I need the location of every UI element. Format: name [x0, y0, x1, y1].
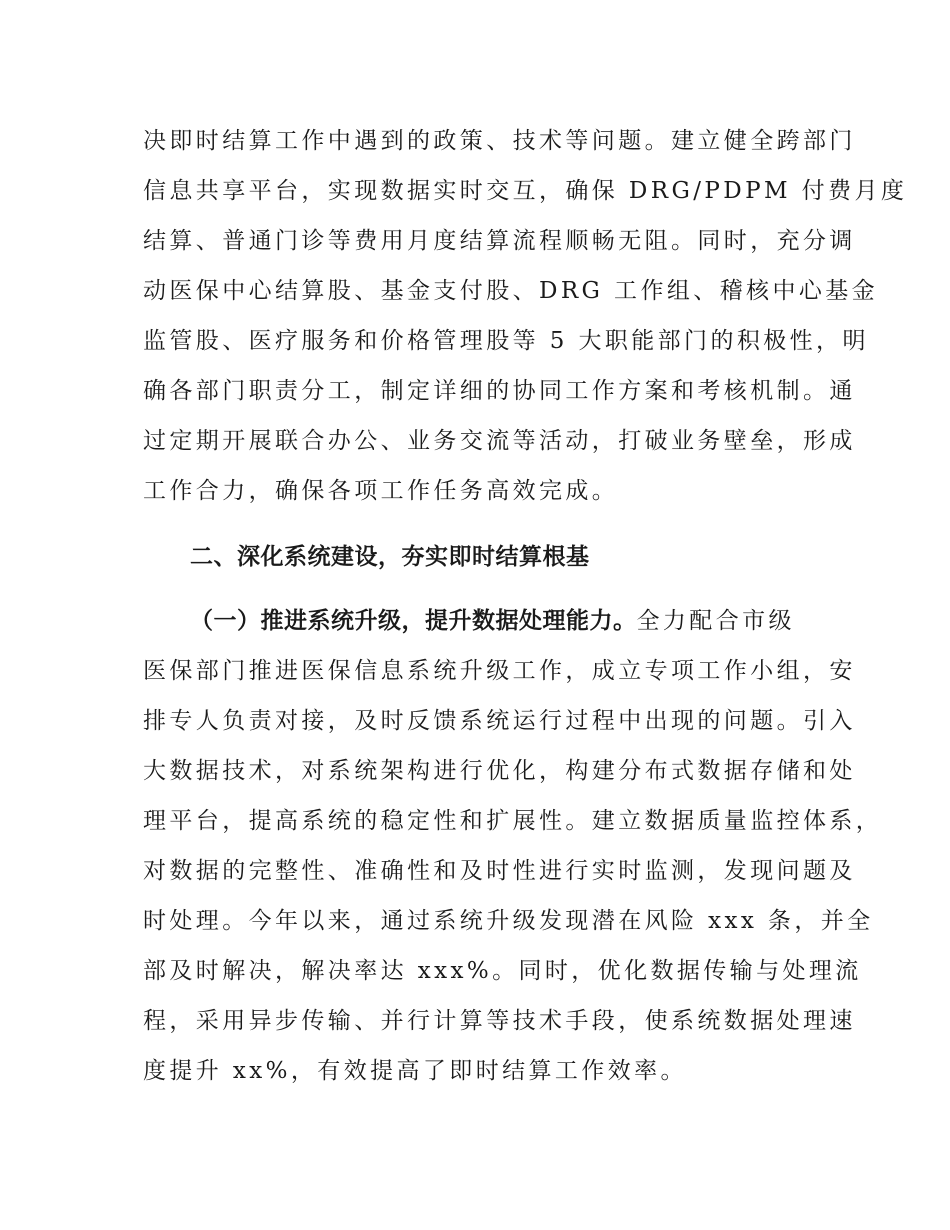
- section-heading: 二、深化系统建设，夯实即时结算根基: [190, 544, 590, 570]
- paragraph-line: 结算、普通门诊等费用月度结算流程顺畅无阻。同时，充分调: [143, 228, 856, 254]
- paragraph-line: 大数据技术，对系统架构进行优化，构建分布式数据存储和处: [143, 758, 856, 784]
- paragraph-line: 确各部门职责分工，制定详细的协同工作方案和考核机制。通: [143, 378, 856, 404]
- paragraph-line: 医保部门推进医保信息系统升级工作，成立专项工作小组，安: [143, 658, 856, 684]
- paragraph-text: 全力配合市级: [636, 608, 795, 634]
- subsection-heading: （一）推进系统升级，提升数据处理能力。: [190, 608, 637, 634]
- paragraph-line: 决即时结算工作中遇到的政策、技术等问题。建立健全跨部门: [143, 128, 856, 154]
- paragraph-line: 度提升 xx%，有效提高了即时结算工作效率。: [143, 1058, 687, 1084]
- paragraph-line: 程，采用异步传输、并行计算等技术手段，使系统数据处理速: [143, 1008, 856, 1034]
- paragraph-line: 对数据的完整性、准确性和及时性进行实时监测，发现问题及: [143, 858, 856, 884]
- paragraph-line: 工作合力，确保各项工作任务高效完成。: [143, 478, 619, 504]
- paragraph-line: 部及时解决，解决率达 xxx%。同时，优化数据传输与处理流: [143, 958, 862, 984]
- paragraph-line: 理平台，提高系统的稳定性和扩展性。建立数据质量监控体系，: [143, 808, 883, 834]
- paragraph-line: 过定期开展联合办公、业务交流等活动，打破业务壁垒，形成: [143, 428, 856, 454]
- paragraph-line: 监管股、医疗服务和价格管理股等 5 大职能部门的积极性，明: [143, 328, 869, 354]
- paragraph-line: 排专人负责对接，及时反馈系统运行过程中出现的问题。引入: [143, 708, 856, 734]
- paragraph-line: 动医保中心结算股、基金支付股、DRG 工作组、稽核中心基金: [143, 278, 879, 304]
- paragraph-first-line: [190, 606, 795, 636]
- paragraph-line: 信息共享平台，实现数据实时交互，确保 DRG/PDPM 付费月度: [143, 178, 908, 204]
- paragraph-line: 时处理。今年以来，通过系统升级发现潜在风险 xxx 条，并全: [143, 908, 874, 934]
